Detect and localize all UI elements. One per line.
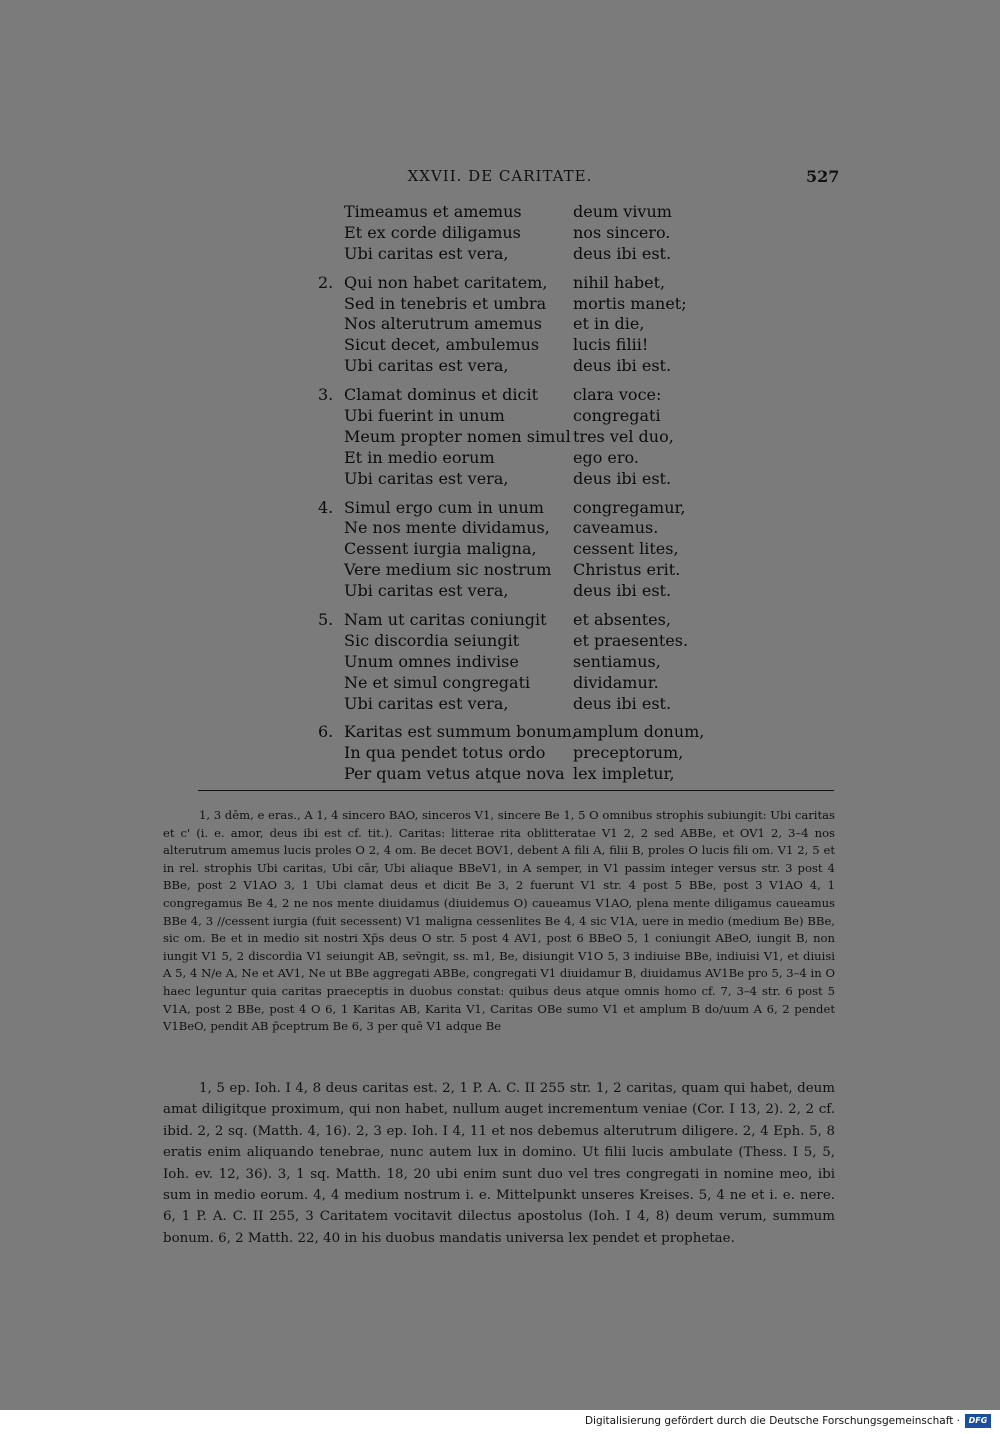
verse-line [318, 273, 738, 294]
verse-line [318, 244, 738, 265]
verse-line [318, 385, 738, 406]
verse-second-half: mortis manet; [573, 293, 687, 313]
verse-line [318, 631, 738, 652]
verse-first-half: Nam ut caritas coniungit [344, 610, 547, 630]
verse-first-half: Sed in tenebris et umbra [344, 293, 547, 313]
verse-first-half: Karitas est summum bonum, [344, 722, 577, 742]
verse-second-half: Christus erit. [573, 560, 681, 580]
verse-second-half: cessent lites, [573, 539, 679, 559]
verse-line [318, 581, 738, 602]
verse-second-half: et in die, [573, 314, 645, 334]
verse-line [318, 448, 738, 469]
verse-first-half: Ubi caritas est vera, [344, 468, 509, 488]
apparatus-text: 1, 3 dēm, e eras., A 1, 4 sincero BAO, sinceros V1, sincere Be 1, 5 O omnibus strophis subiungit: Ubi caritas et c' (i. e. amor, deus ibi est cf. tit.). Caritas: litterae rita oblitteratae V1 2, 2 sed ABBe, et OV1 2, 3–4 nos alterutrum amemus lucis proles O 2, 4 om. Be decet BOV1, debent A fili A, filii B, proles O lucis fili om. V1 2, 5 et in rel. strophis Ubi caritas, Ubi cār, Ubi aliaque BBeV1, in A semper, in V1 passim integer versus str. 3 post 4 BBe, post 2 V1AO 3, 1 Ubi clamat deus et dicit Be 3, 2 fuerunt V1 str. 4 post 5 BBe, post 3 V1AO 4, 1 congregamus Be 4, 2 ne nos mente diuidamus (diuidemus O) caueamus V1AO, plena mente diligamus caueamus BBe 4, 3 //cessent iurgia (fuit secessent) V1 maligna cessenlites Be 4, 4 sic V1A, uere in medio (medium Be) BBe, sic om. Be et in medio sit nostri Xp̄s deus O str. 5 post 4 AV1, post 6 BBeO 5, 1 coniungit ABeO, iungit B, non iungit V1 5, 2 discordia V1 seiungit AB, seṽngit, ss. m1, Be, disiungit V1O 5, 3 indiuise BBe, indiuisi V1, et diuisi A 5, 4 N/e A, Ne et AV1, Ne ut BBe aggregati ABBe, congregati V1 diuidamur B, diuidamus AV1Be pro 5, 3–4 in O haec leguntur quia caritas praeceptis in duobus constat: quibus deus atque omnis homo cf. 7, 3–4 str. 6 post 5 V1A, post 2 BBe, post 4 O 6, 1 Karitas AB, Karita V1, Caritas OBe sumo V1 et amplum B do/uum A 6, 2 pendet V1BeO, pendit AB p̄ceptrum Be 6, 3 per quē V1 adque Be [163, 808, 836, 1034]
verse-first-half: Ubi caritas est vera, [344, 243, 509, 263]
verse-second-half: deus ibi est. [573, 693, 672, 713]
verse-first-half: Nos alterutrum amemus [344, 314, 542, 334]
verse-first-half: Sicut decet, ambulemus [344, 335, 540, 355]
verse-line [318, 335, 738, 356]
verse-first-half: Ubi fuerint in unum [344, 406, 505, 426]
strophe-number: 4. [318, 497, 334, 517]
verse-line [318, 694, 738, 715]
verse-first-half: Vere medium sic nostrum [344, 560, 552, 580]
strophe-number: 2. [318, 272, 334, 292]
page-number: 527 [806, 167, 840, 186]
verse-second-half: deus ibi est. [573, 468, 672, 488]
verse-first-half: Ubi caritas est vera, [344, 356, 509, 376]
verse-first-half: Per quam vetus atque nova [344, 764, 565, 784]
verse-second-half: nos sincero. [573, 222, 671, 242]
verse-line [318, 427, 738, 448]
verse-second-half: congregati [573, 406, 661, 426]
strophe [318, 610, 738, 714]
verse-line [318, 764, 738, 785]
strophe [318, 385, 738, 489]
verse-first-half: Simul ergo cum in unum [344, 497, 544, 517]
strophe [318, 498, 738, 602]
verse-first-half: Ubi caritas est vera, [344, 693, 509, 713]
footnote-divider [198, 790, 834, 791]
verse-second-half: lucis filii! [573, 335, 649, 355]
strophe [318, 273, 738, 377]
verse-second-half: congregamur, [573, 497, 686, 517]
verse-first-half: Sic discordia seiungit [344, 630, 520, 650]
strophe-number: 5. [318, 610, 334, 630]
verse-line [318, 406, 738, 427]
verse-first-half: Et ex corde diligamus [344, 222, 521, 242]
verse-line [318, 518, 738, 539]
verse-first-half: Ne nos mente dividamus, [344, 518, 550, 538]
verse-first-half: Meum propter nomen simul [344, 426, 571, 446]
verse-line [318, 314, 738, 335]
verse-line [318, 539, 738, 560]
strophe-number: 3. [318, 385, 334, 405]
verse-first-half: Ubi caritas est vera, [344, 581, 509, 601]
verse-second-half: et praesentes. [573, 630, 689, 650]
verse-line [318, 652, 738, 673]
verse-line [318, 722, 738, 743]
verse-line [318, 673, 738, 694]
verse-line [318, 294, 738, 315]
funding-statement: Digitalisierung gefördert durch die Deutsche Forschungsgemeinschaft · [584, 1415, 960, 1427]
notes-text: 1, 5 ep. Ioh. I 4, 8 deus caritas est. 2, 1 P. A. C. II 255 str. 1, 2 caritas, quam qui habet, deum amat diligitque proximum, qui non habet, nullum auget incrementum veniae (Cor. I 13, 2). 2, 2 cf. ibid. 2, 2 sq. (Matth. 4, 16). 2, 3 ep. Ioh. I 4, 11 et nos debemus alterutrum diligere. 2, 4 Eph. 5, 8 eratis enim aliquando tenebrae, nunc autem lux in domino. Ut filii lucis ambulate (Thess. I 5, 5, Ioh. ev. 12, 36). 3, 1 sq. Matth. 18, 20 ubi enim sunt duo vel tres congregati in nomine meo, ibi sum in medio eorum. 4, 4 medium nostrum i. e. Mittelpunkt unseres Kreises. 5, 4 ne et i. e. nere. 6, 1 P. A. C. II 255, 3 Caritatem vocitavit dilectus apostolus (Ioh. I 4, 8) deum verum, summum bonum. 6, 2 Matth. 22, 40 in his duobus mandatis universa lex pendet et prophetae. [163, 1081, 835, 1246]
verse-second-half: deus ibi est. [573, 243, 672, 263]
strophe [318, 722, 738, 785]
verse-second-half: dividamur. [573, 672, 659, 692]
poem-text [318, 202, 738, 793]
verse-second-half: preceptorum, [573, 743, 684, 763]
verse-second-half: deus ibi est. [573, 581, 672, 601]
verse-second-half: tres vel duo, [573, 426, 674, 446]
critical-apparatus [163, 807, 835, 1036]
verse-second-half: nihil habet, [573, 272, 666, 292]
verse-line [318, 610, 738, 631]
verse-second-half: sentiamus, [573, 651, 661, 671]
verse-first-half: Timeamus et amemus [344, 202, 522, 221]
verse-first-half: Ne et simul congregati [344, 672, 531, 692]
verse-line [318, 498, 738, 519]
verse-first-half: Et in medio eorum [344, 447, 495, 467]
verse-second-half: deum vivum [573, 202, 672, 221]
verse-second-half: et absentes, [573, 610, 671, 630]
verse-second-half: caveamus. [573, 518, 659, 538]
strophe-number: 6. [318, 722, 334, 742]
verse-second-half: ego ero. [573, 447, 639, 467]
running-title: XXVII. DE CARITATE. [407, 167, 593, 185]
verse-second-half: amplum donum, [573, 722, 705, 742]
verse-second-half: clara voce: [573, 385, 662, 405]
verse-first-half: Unum omnes indivise [344, 651, 519, 671]
verse-line [318, 356, 738, 377]
verse-line [318, 560, 738, 581]
verse-line [318, 202, 738, 223]
verse-first-half: In qua pendet totus ordo [344, 743, 546, 763]
funding-footer [0, 1410, 1000, 1434]
verse-second-half: lex impletur, [573, 764, 675, 784]
verse-second-half: deus ibi est. [573, 356, 672, 376]
verse-first-half: Qui non habet caritatem, [344, 272, 548, 292]
dfg-logo: DFG [965, 1414, 991, 1428]
verse-line [318, 223, 738, 244]
verse-line [318, 469, 738, 490]
verse-first-half: Cessent iurgia maligna, [344, 539, 537, 559]
verse-first-half: Clamat dominus et dicit [344, 385, 539, 405]
source-notes [163, 1078, 835, 1249]
verse-line [318, 743, 738, 764]
strophe [318, 202, 738, 265]
